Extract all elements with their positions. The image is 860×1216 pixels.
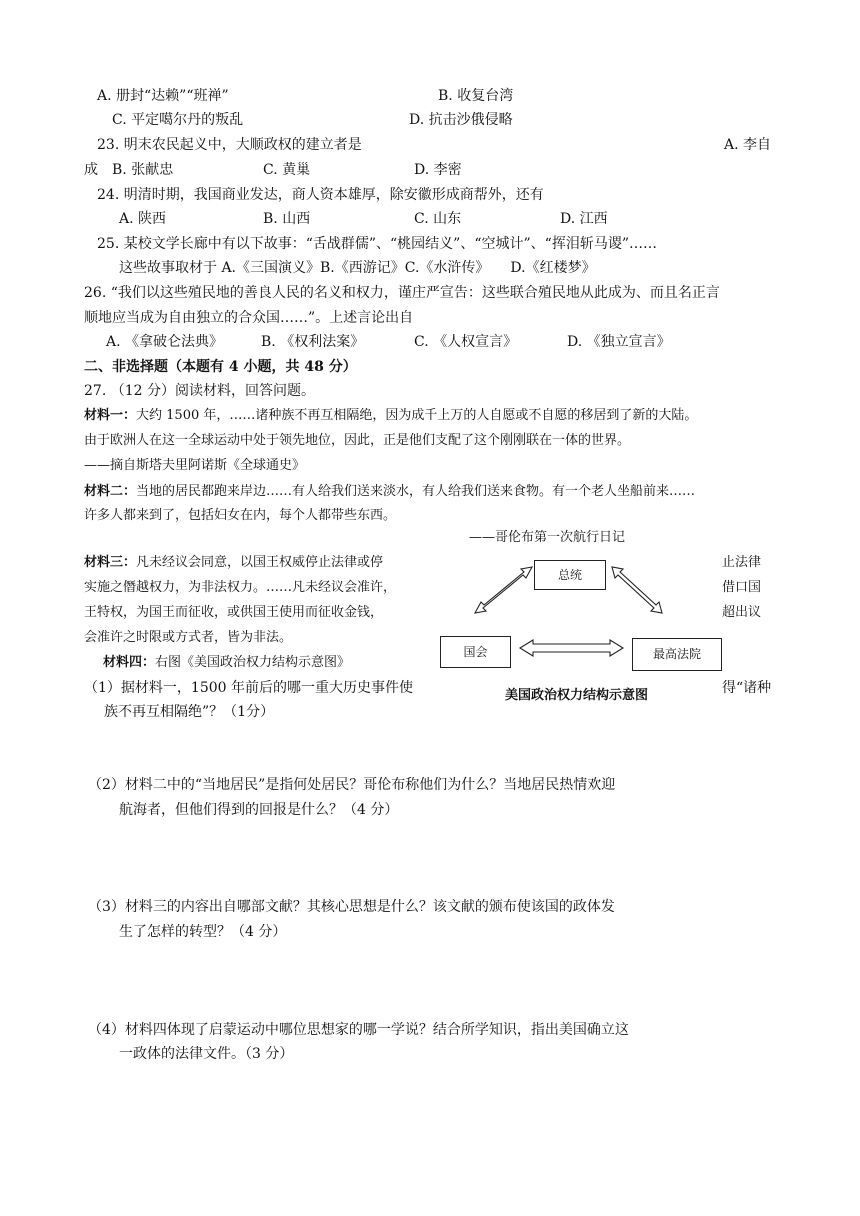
diagram-president-box: 总统 [534,560,606,590]
q26-option-a: A. 《拿破仑法典》 [106,334,224,350]
material-1-source: ——摘自斯塔夫里阿诺斯《全球通史》 [84,458,306,473]
subquestion-2: （2）材料二中的“当地居民”是指何处居民？哥伦布称他们为什么？当地居民热情欢迎 [88,777,616,793]
subquestion-2-line2: 航海者，但他们得到的回报是什么？（4 分） [119,802,399,818]
subquestion-3: （3）材料三的内容出自哪部文献？其核心思想是什么？该文献的颁布使该国的政体发 [88,899,615,915]
subquestion-3-line2: 生了怎样的转型？（4 分） [119,924,287,940]
q22-option-a: A. 册封“达赖”“班禅” [97,88,229,104]
q24-stem: 24. 明清时期，我国商业发达，商人资本雄厚，除安徽形成商帮外，还有 [97,187,544,203]
q26-stem-line2: 顺地应当成为自由独立的合众国……”。上述言论出自 [84,310,414,326]
material-2 [84,482,695,502]
q24-option-a: A. 陕西 [119,211,167,227]
q23-option-a-end: 成 [84,162,98,178]
arrow-president-congress [475,567,532,613]
q26-option-b: B. 《权利法案》 [261,334,365,350]
material-2-line2: 许多人都来到了，包括妇女在内，每个人都带些东西。 [84,508,397,523]
material-2-source: ——哥伦布第一次航行日记 [469,530,626,545]
diagram-congress-box: 国会 [440,636,511,668]
material-4-label: 材料四： [103,655,156,670]
q22-option-c: C. 平定噶尔丹的叛乱 [112,112,244,128]
q25-stem: 25. 某校文学长廊中有以下故事：“舌战群儒”、“桃园结义”、“空城计”、“挥泪斩马谡”…… [97,236,657,252]
q27-stem: 27. （12 分）阅读材料，回答问题。 [84,383,315,399]
material-2-text: 当地的居民都跑来岸边……有人给我们送来淡水，有人给我们送来食物。有一个老人坐船前来…… [136,484,696,499]
arrow-president-court [612,567,662,613]
q22-option-b: B. 收复台湾 [438,88,514,104]
q24-option-b: B. 山西 [263,211,311,227]
diagram-arrows [440,545,740,675]
q22-option-d: D. 抗击沙俄侵略 [409,112,513,128]
material-1 [84,406,697,426]
arrow-congress-court [520,640,623,656]
q24-option-d: D. 江西 [560,211,608,227]
material-3 [84,553,383,573]
q26-option-d: D. 《独立宣言》 [567,334,671,350]
q26-option-c: C. 《人权宣言》 [414,334,518,350]
q23-option-a-start: A. 李自 [724,137,772,153]
section-heading: 二、非选择题（本题有 4 小题，共 48 分） [84,359,357,375]
subquestion-1-right: 得“诸种 [722,680,772,696]
material-3-line3: 王特权，为国王而征收，或供国王使用而征收金钱， [84,605,384,620]
q25-options: 这些故事取材于 A.《三国演义》B.《西游记》C.《水浒传》 D.《红楼梦》 [119,260,596,276]
subquestion-4: （4）材料四体现了启蒙运动中哪位思想家的哪一学说？结合所学知识，指出美国确立这 [88,1022,629,1038]
subquestion-4-line2: 一政体的法律文件。（3 分） [119,1046,294,1062]
diagram-court-box: 最高法院 [632,638,722,671]
material-1-text: 大约 1500 年，……诸种族不再互相隔绝，因为成千上万的人自愿或不自愿的移居到了新的大陆。 [136,408,698,423]
q26-stem: 26. “我们以这些殖民地的善良人民的名义和权力，谨庄严宣告：这些联合殖民地从此成为、而且名正言 [84,285,720,301]
material-2-label: 材料二： [84,484,137,499]
material-3-line2: 实施之僭越权力，为非法权力。……凡未经议会准许， [84,580,397,595]
material-3-right3: 超出议 [722,605,762,620]
diagram-caption: 美国政治权力结构示意图 [505,688,649,703]
material-3-text: 凡未经议会同意，以国王权威停止法律或停 [136,555,384,570]
material-3-right1: 止法律 [722,555,762,570]
q23-option-b: B. 张献忠 [112,162,174,178]
q23-stem: 23. 明末农民起义中，大顺政权的建立者是 [97,137,362,153]
subquestion-1-line2: 族不再互相隔绝”？（1分） [104,704,275,720]
material-3-right2: 借口国 [722,580,762,595]
material-3-label: 材料三： [84,555,137,570]
subquestion-1: （1）据材料一，1500 年前后的哪一重大历史事件使 [84,680,413,696]
material-3-line4: 会准许之时限或方式者，皆为非法。 [84,630,293,645]
material-1-label: 材料一： [84,408,137,423]
q23-option-d: D. 李密 [414,162,462,178]
material-1-line2: 由于欧洲人在这一全球运动中处于领先地位，因此，正是他们支配了这个刚刚联在一体的世界。 [84,433,631,448]
q23-option-c: C. 黄巢 [263,162,311,178]
material-4-text: 右图《美国政治权力结构示意图》 [155,655,351,670]
q24-option-c: C. 山东 [414,211,462,227]
material-4 [103,653,350,673]
